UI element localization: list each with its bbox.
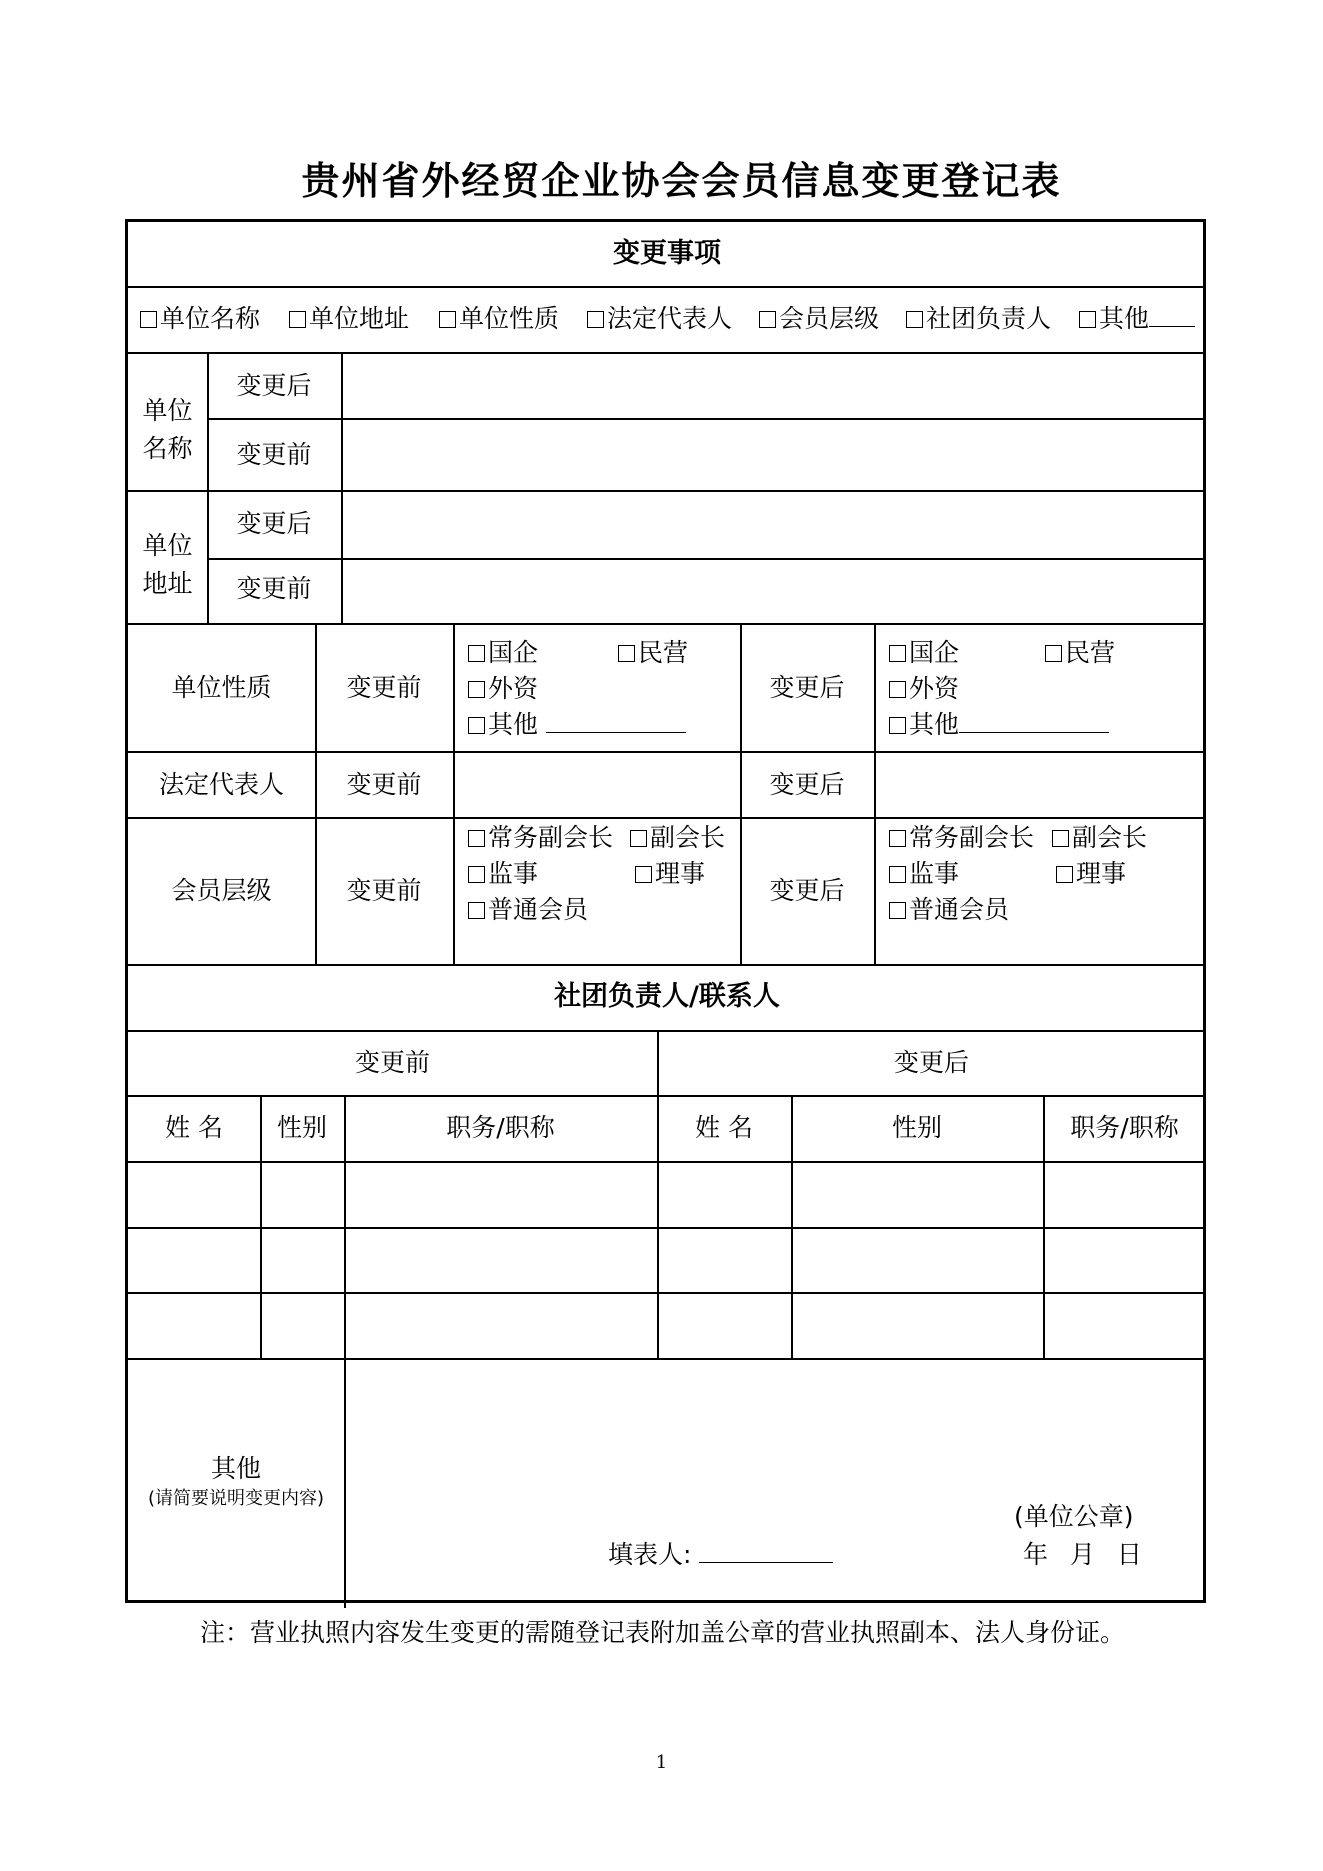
checkbox[interactable]	[906, 311, 923, 328]
option-member-level[interactable]: 会员层级	[759, 306, 879, 331]
option-association-head[interactable]: 社团负责人	[906, 306, 1051, 331]
filler-field[interactable]	[699, 1562, 833, 1563]
before-opt-other[interactable]: 其他	[468, 712, 686, 737]
col-gender-before: 性别	[276, 1113, 327, 1142]
change-items-header: 变更事项	[613, 238, 721, 269]
before-opt-director[interactable]: 理事	[635, 861, 705, 886]
checkbox[interactable]	[439, 311, 456, 328]
member-level-label: 会员层级	[171, 876, 272, 905]
member-level-after-label: 变更后	[769, 876, 845, 905]
unit-name-before-field[interactable]	[343, 420, 1203, 489]
after-opt-foreign[interactable]: 外资	[889, 676, 959, 701]
option-legal-rep[interactable]: 法定代表人	[587, 306, 732, 331]
before-opt-member[interactable]: 普通会员	[468, 897, 588, 922]
checkbox[interactable]	[1079, 311, 1096, 328]
checkbox[interactable]	[468, 866, 485, 883]
col-name-after: 姓 名	[695, 1113, 753, 1142]
date-label: 年 月 日	[1023, 1540, 1142, 1569]
checkbox[interactable]	[889, 681, 906, 698]
checkbox[interactable]	[889, 830, 906, 847]
after-opt-director[interactable]: 理事	[1056, 861, 1126, 886]
after-opt-exec-vp[interactable]: 常务副会长	[889, 825, 1034, 850]
checkbox[interactable]	[468, 681, 485, 698]
checkbox[interactable]	[468, 717, 485, 734]
checkbox[interactable]	[587, 311, 604, 328]
checkbox[interactable]	[618, 645, 635, 662]
unit-nature-after-label: 变更后	[769, 673, 845, 702]
table-row[interactable]	[128, 1294, 1206, 1357]
legal-rep-before-field[interactable]	[455, 753, 739, 816]
legal-rep-after-label: 变更后	[769, 770, 845, 799]
before-opt-supervisor[interactable]: 监事	[468, 861, 538, 886]
col-name-before: 姓 名	[165, 1113, 223, 1142]
before-opt-private[interactable]: 民营	[618, 640, 688, 665]
col-title-before: 职务/职称	[446, 1113, 555, 1142]
other-hint: (请简要说明变更内容)	[147, 1488, 325, 1509]
checkbox[interactable]	[468, 830, 485, 847]
option-other[interactable]: 其他	[1079, 306, 1195, 331]
legal-rep-label: 法定代表人	[158, 770, 284, 799]
after-opt-private[interactable]: 民营	[1045, 640, 1115, 665]
option-unit-address[interactable]: 单位地址	[289, 306, 409, 331]
checkbox[interactable]	[1056, 866, 1073, 883]
legal-rep-before-label: 变更前	[346, 770, 422, 799]
unit-name-after-label: 变更后	[236, 371, 312, 400]
option-unit-name[interactable]: 单位名称	[140, 306, 260, 331]
before-opt-state[interactable]: 国企	[468, 640, 538, 665]
unit-address-before-field[interactable]	[343, 560, 1203, 622]
checkbox[interactable]	[140, 311, 157, 328]
unit-nature-before-label: 变更前	[346, 673, 422, 702]
unit-address-before-label: 变更前	[236, 574, 312, 603]
contact-before-label: 变更前	[354, 1048, 430, 1077]
footnote: 注：营业执照内容发生变更的需随登记表附加盖公章的营业执照副本、法人身份证。	[200, 1618, 1126, 1647]
table-row[interactable]	[128, 1229, 1206, 1291]
unit-name-before-label: 变更前	[236, 440, 312, 469]
checkbox[interactable]	[759, 311, 776, 328]
after-opt-vp[interactable]: 副会长	[1052, 825, 1147, 850]
before-opt-vp[interactable]: 副会长	[630, 825, 725, 850]
checkbox[interactable]	[289, 311, 306, 328]
checkbox[interactable]	[889, 645, 906, 662]
seal-label: (单位公章)	[1014, 1502, 1134, 1531]
after-opt-member[interactable]: 普通会员	[889, 897, 1009, 922]
after-opt-supervisor[interactable]: 监事	[889, 861, 959, 886]
checkbox[interactable]	[889, 866, 906, 883]
unit-nature-label: 单位性质	[171, 673, 272, 702]
checkbox[interactable]	[889, 902, 906, 919]
after-opt-state[interactable]: 国企	[889, 640, 959, 665]
option-unit-nature[interactable]: 单位性质	[439, 306, 559, 331]
checkbox[interactable]	[635, 866, 652, 883]
checkbox[interactable]	[468, 645, 485, 662]
form-title: 贵州省外经贸企业协会会员信息变更登记表	[301, 159, 1062, 203]
before-opt-foreign[interactable]: 外资	[468, 676, 538, 701]
table-row[interactable]	[128, 1163, 1206, 1226]
contact-after-label: 变更后	[893, 1048, 969, 1077]
unit-address-label: 单位 地址	[142, 531, 193, 598]
unit-address-after-field[interactable]	[343, 492, 1203, 557]
contact-section-header: 社团负责人/联系人	[554, 981, 780, 1012]
col-title-after: 职务/职称	[1070, 1113, 1179, 1142]
checkbox[interactable]	[889, 717, 906, 734]
after-opt-other[interactable]: 其他	[889, 712, 1109, 737]
member-level-before-label: 变更前	[346, 876, 422, 905]
checkbox[interactable]	[1052, 830, 1069, 847]
checkbox[interactable]	[1045, 645, 1062, 662]
unit-name-after-field[interactable]	[343, 354, 1203, 417]
col-gender-after: 性别	[891, 1113, 942, 1142]
checkbox[interactable]	[468, 902, 485, 919]
checkbox[interactable]	[630, 830, 647, 847]
filler-label: 填表人:	[608, 1542, 833, 1567]
registration-form-table	[125, 219, 1206, 1603]
page-number: 1	[655, 1752, 668, 1773]
before-opt-exec-vp[interactable]: 常务副会长	[468, 825, 613, 850]
unit-address-after-label: 变更后	[236, 509, 312, 538]
other-content-field[interactable]	[346, 1360, 1203, 1510]
legal-rep-after-field[interactable]	[876, 753, 1204, 816]
unit-name-label: 单位 名称	[142, 396, 193, 463]
other-label: 其他	[210, 1454, 261, 1483]
